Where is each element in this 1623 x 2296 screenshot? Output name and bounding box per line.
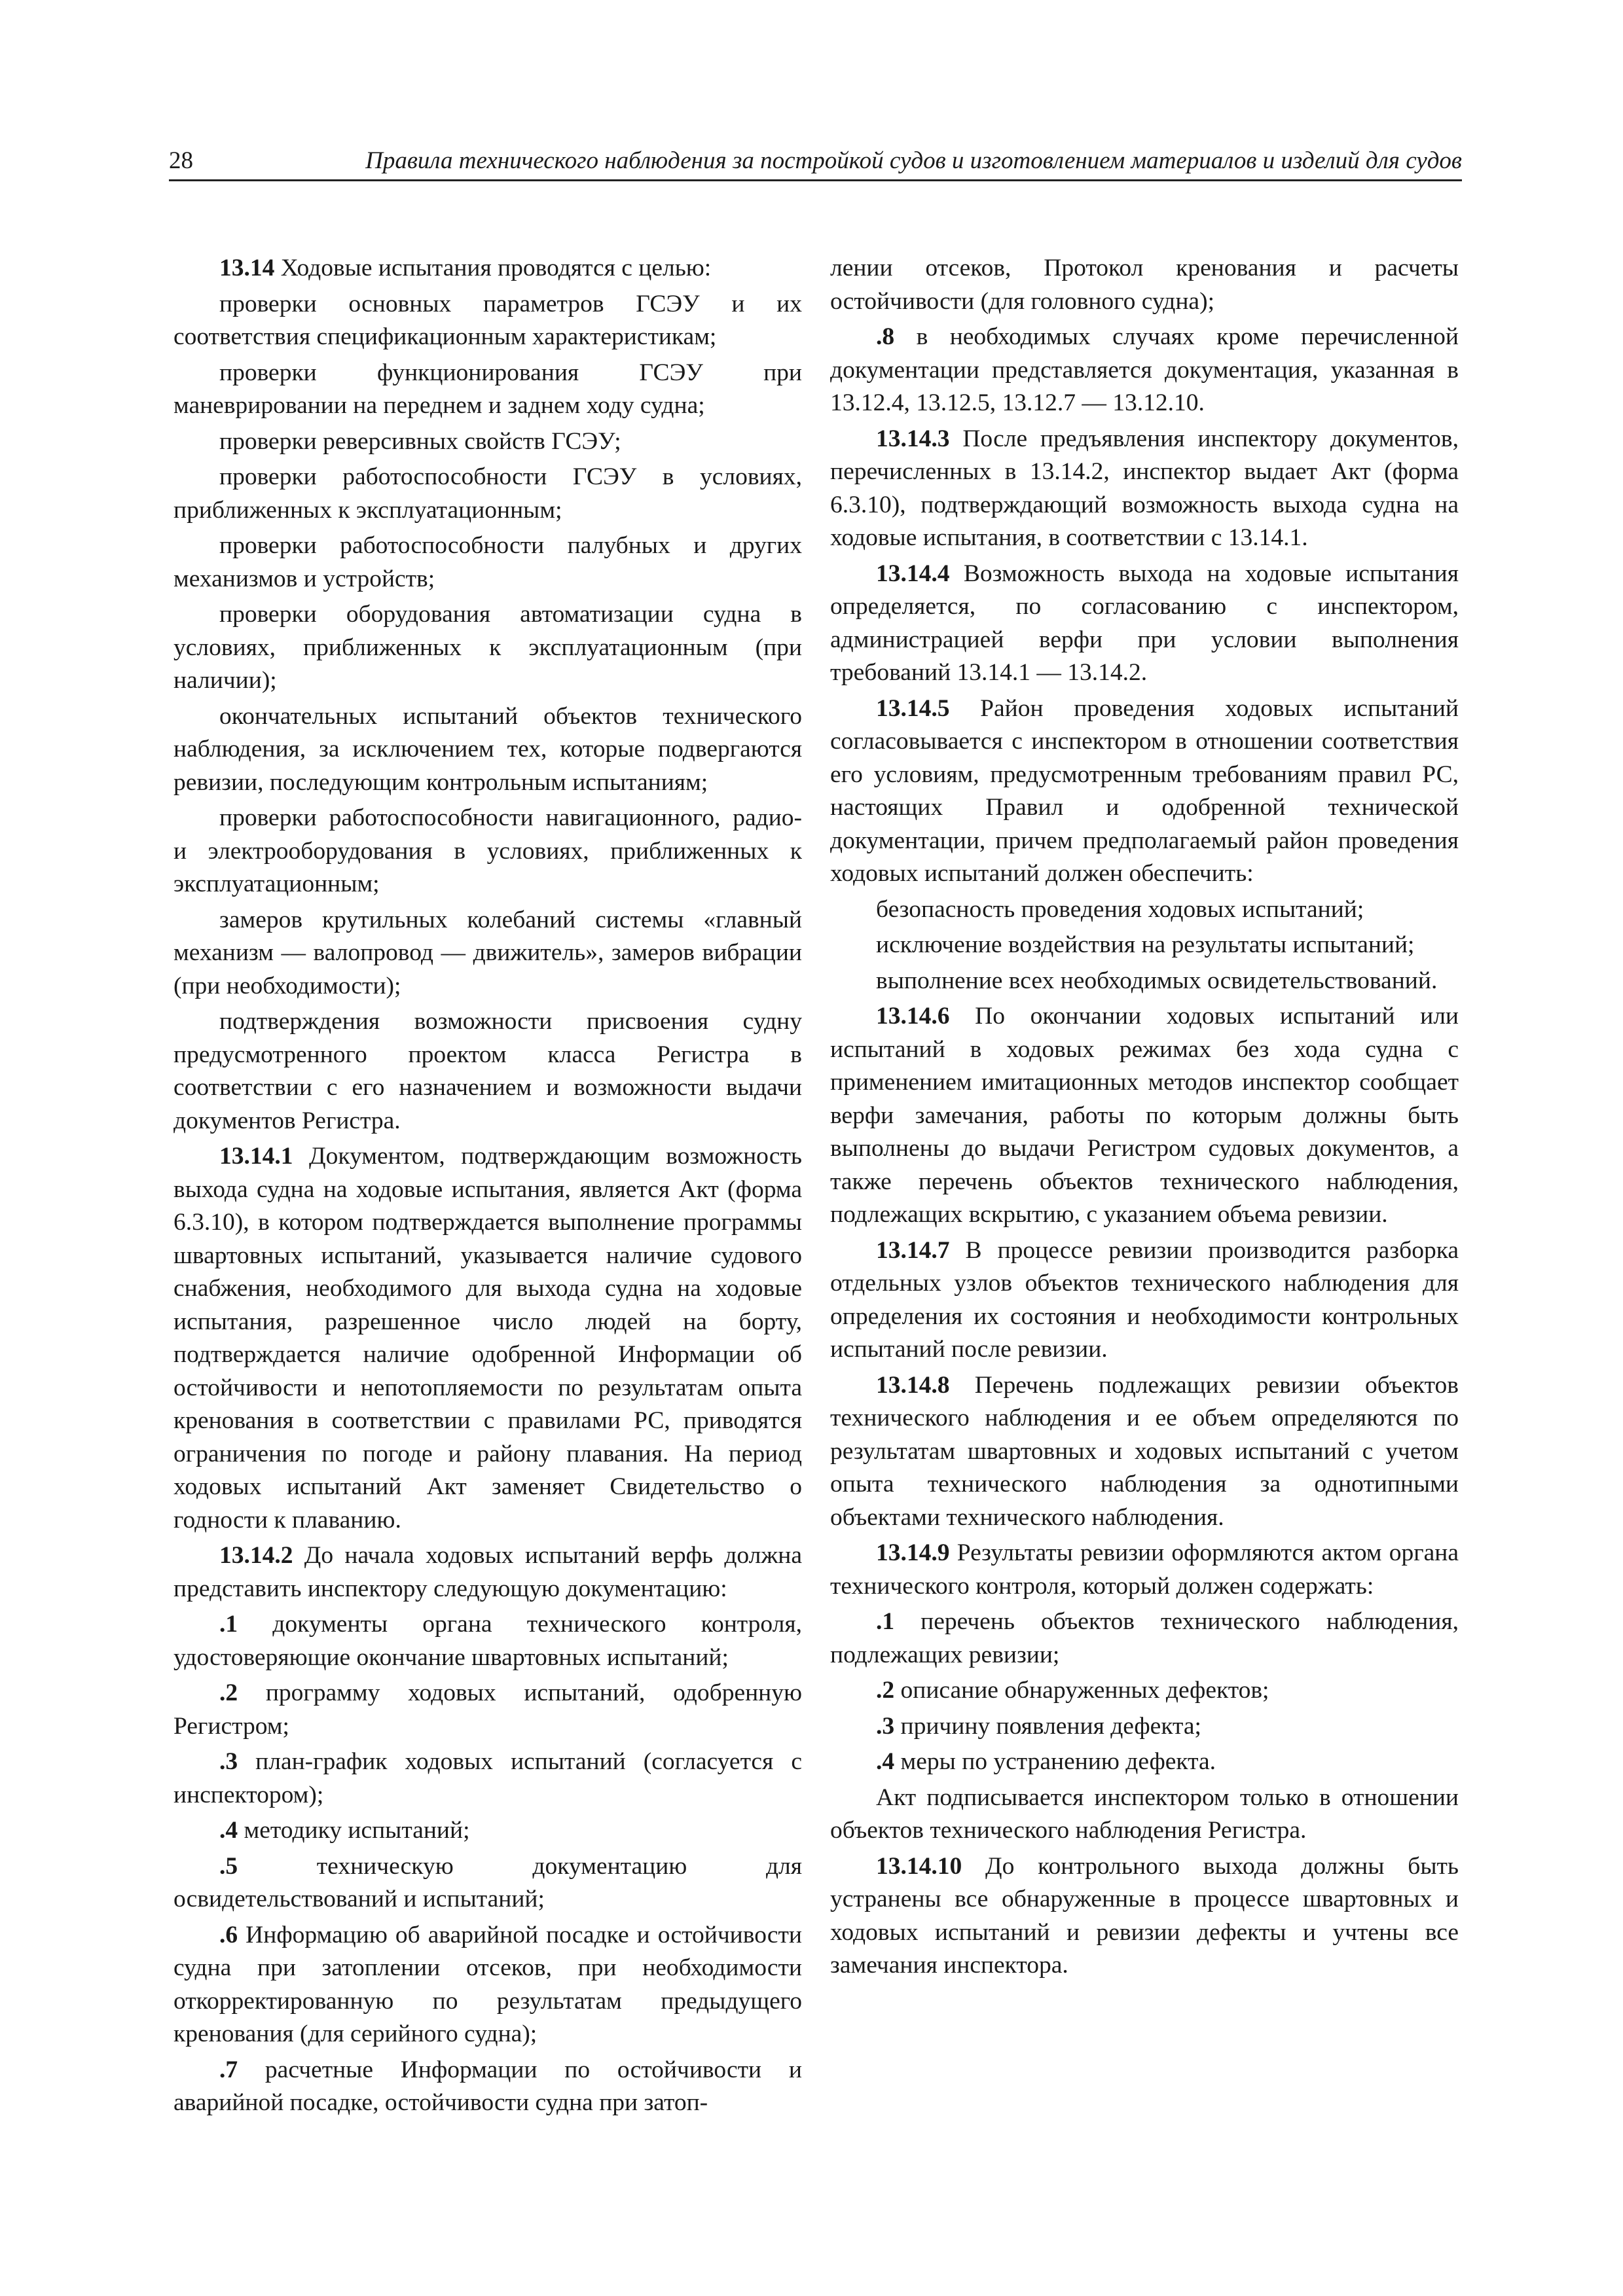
paragraph xyxy=(173,357,802,423)
clause-number: 13.14.9 xyxy=(876,1539,950,1566)
paragraph xyxy=(830,893,1459,927)
continued-paragraph: лении отсеков, Протокол кренования и расчеты остойчивости (для головного судна); xyxy=(830,255,1459,315)
numbered-paragraph xyxy=(830,558,1459,690)
paragraph-text: перечень объектов технического наблюдения, подлежащих ревизии; xyxy=(830,1608,1459,1668)
paragraph-text: план-график ходовых испытаний (согласуется с инспектором); xyxy=(173,1748,802,1808)
paragraph-text: проверки реверсивных свойств ГСЭУ; xyxy=(219,427,621,455)
paragraph-text: До начала ходовых испытаний верфь должна представить инспектору следующую документацию: xyxy=(173,1542,802,1602)
numbered-paragraph xyxy=(173,2054,802,2120)
paragraph xyxy=(173,529,802,596)
numbered-paragraph xyxy=(830,1674,1459,1708)
running-title: Правила технического наблюдения за постройкой судов и изготовлением материалов и изделий для судов xyxy=(365,147,1462,174)
paragraph-text: Перечень подлежащих ревизии объектов технического наблюдения и ее объем определяются по результатам швартовных и ходовых испытаний с учетом опыта технического наблюдения за однотипными объектами технического наблюдения. xyxy=(830,1371,1459,1531)
clause-number: 13.14.1 xyxy=(219,1143,293,1170)
clause-number: 13.14.3 xyxy=(876,425,950,452)
paragraph-text: документы органа технического контроля, удостоверяющие окончание швартовных испытаний; xyxy=(173,1611,802,1671)
clause-number: .4 xyxy=(876,1748,895,1775)
paragraph xyxy=(173,598,802,698)
clause-number: .1 xyxy=(876,1608,895,1635)
clause-number: .3 xyxy=(876,1712,895,1740)
numbered-paragraph xyxy=(173,1919,802,2051)
paragraph-text: проверки основных параметров ГСЭУ и их соответствия спецификационным характеристикам; xyxy=(173,290,802,350)
paragraph-text: меры по устранению дефекта. xyxy=(894,1748,1216,1775)
numbered-paragraph xyxy=(173,1677,802,1743)
paragraph-text: проверки оборудования автоматизации судна в условиях, приближенных к эксплуатационным (при наличии); xyxy=(173,601,802,694)
paragraph-text: замеров крутильных колебаний системы «главный механизм — валопровод — движитель», замеров вибрации (при необходимости); xyxy=(173,906,802,999)
paragraph-text: Информацию об аварийной посадке и остойчивости судна при затоплении отсеков, при необходимости откорректированную по результатам предыдущего кренования (для серийного судна); xyxy=(173,1921,802,2047)
paragraph-text: проверки работоспособности ГСЭУ в условиях, приближенных к эксплуатационным; xyxy=(173,463,802,524)
clause-number: .6 xyxy=(219,1921,238,1948)
numbered-paragraph xyxy=(830,692,1459,891)
numbered-paragraph xyxy=(173,1140,802,1537)
paragraph-text: методику испытаний; xyxy=(238,1817,470,1844)
paragraph-text: В процессе ревизии производится разборка отдельных узлов объектов технического наблюдения для определения их состояния и необходимости контрольных испытаний после ревизии. xyxy=(830,1236,1459,1363)
paragraph-text: безопасность проведения ходовых испытаний; xyxy=(876,895,1364,923)
paragraph-text: Документом, подтверждающим возможность выхода судна на ходовые испытания, является Акт (форма 6.3.10), в котором подтверждается выполнение программы швартовных испытаний, указывается наличие судового снабжения, необходимого для выхода судна на ходовые испытания, разрешенное число людей на борту, подтверждается наличие одобренной Информации об остойчивости и непотопляемости по результатам опыта кренования в соответствии с правилами РС, приводятся ограничения по погоде и району плавания. На период ходовых испытаний Акт заменяет Свидетельство о годности к плаванию. xyxy=(173,1143,802,1534)
numbered-paragraph xyxy=(830,321,1459,420)
paragraph-text: Ходовые испытания проводятся с целью: xyxy=(274,255,712,281)
paragraph xyxy=(173,1005,802,1138)
numbered-paragraph xyxy=(830,1746,1459,1779)
clause-number: .4 xyxy=(219,1817,238,1844)
clause-number: .2 xyxy=(219,1679,238,1706)
paragraph-text: проверки функционирования ГСЭУ при маневрировании на переднем и заднем ходу судна; xyxy=(173,359,802,419)
numbered-paragraph xyxy=(830,1369,1459,1535)
clause-number: .5 xyxy=(219,1852,238,1880)
numbered-paragraph xyxy=(830,1234,1459,1367)
paragraph-text: исключение воздействия на результаты испытаний; xyxy=(876,931,1415,958)
clause-number: 13.14.7 xyxy=(876,1236,950,1264)
paragraph xyxy=(173,288,802,354)
paragraph-text: Возможность выхода на ходовые испытания определяется, по согласованию с инспектором, администрацией верфи при условии выполнения требований 13.14.1 — 13.14.2. xyxy=(830,560,1459,686)
numbered-paragraph xyxy=(173,1746,802,1812)
page-number: 28 xyxy=(169,147,193,174)
paragraph xyxy=(173,904,802,1003)
numbered-paragraph xyxy=(830,1537,1459,1603)
numbered-paragraph xyxy=(173,1539,802,1605)
clause-number: 13.14.6 xyxy=(876,1003,950,1030)
paragraph-text: По окончании ходовых испытаний или испытаний в ходовых режимах без хода судна с применением имитационных методов инспектор сообщает верфи замечания, работы по которым должны быть выполнены до выдачи Регистром судовых документов, а также перечень объектов технического наблюдения, подлежащих вскрытию, с указанием объема ревизии. xyxy=(830,1003,1459,1228)
paragraph-text: подтверждения возможности присвоения судну предусмотренного проектом класса Регистра в соответствии с его назначением и возможности выдачи документов Регистра. xyxy=(173,1008,802,1134)
paragraph-text: описание обнаруженных дефектов; xyxy=(894,1677,1269,1704)
clause-number: 13.14.8 xyxy=(876,1371,950,1399)
numbered-paragraph xyxy=(173,252,802,285)
numbered-paragraph xyxy=(830,423,1459,555)
paragraph-text: После предъявления инспектору документов, перечисленных в 13.14.2, инспектор выдает Акт (форма 6.3.10), подтверждающий возможность выхода судна на ходовые испытания, в соответствии с 13.14.1. xyxy=(830,425,1459,551)
paragraph xyxy=(173,461,802,527)
paragraph-text: в необходимых случаях кроме перечисленной документации представляется документация, указанная в 13.12.4, 13.12.5, 13.12.7 — 13.12.10. xyxy=(830,323,1459,416)
paragraph-text: окончательных испытаний объектов технического наблюдения, за исключением тех, которые подвергаются ревизии, последующим контрольным испытаниям; xyxy=(173,702,802,796)
paragraph-text: Результаты ревизии оформляются актом органа технического контроля, который должен содержать: xyxy=(830,1539,1459,1600)
paragraph-text: выполнение всех необходимых освидетельствований. xyxy=(876,967,1438,994)
paragraph xyxy=(830,1782,1459,1848)
clause-number: 13.14.5 xyxy=(876,694,950,722)
clause-number: 13.14.2 xyxy=(219,1542,293,1569)
numbered-paragraph xyxy=(173,1850,802,1916)
paragraph-text: Район проведения ходовых испытаний согласовывается с инспектором в отношении соответствия его условиям, предусмотренным требованиям правил РС, настоящих Правил и одобренной технической документации, причем предполагаемый район проведения ходовых испытаний должен обеспечить: xyxy=(830,694,1459,887)
clause-number: .8 xyxy=(876,323,895,350)
numbered-paragraph xyxy=(173,1608,802,1674)
paragraph-text: расчетные Информации по остойчивости и аварийной посадке, остойчивости судна при затоп- xyxy=(173,2056,802,2116)
paragraph xyxy=(173,700,802,800)
clause-number: .7 xyxy=(219,2056,238,2083)
paragraph-text: причину появления дефекта; xyxy=(894,1712,1201,1740)
clause-number: 13.14.10 xyxy=(876,1852,962,1880)
clause-number: .2 xyxy=(876,1677,895,1704)
numbered-paragraph xyxy=(830,1605,1459,1672)
left-column xyxy=(173,252,802,2123)
running-header xyxy=(169,143,1462,181)
clause-number: .3 xyxy=(219,1748,238,1775)
clause-number: 13.14 xyxy=(219,255,275,281)
numbered-paragraph xyxy=(830,1000,1459,1232)
paragraph-text: программу ходовых испытаний, одобренную Регистром; xyxy=(173,1679,802,1740)
numbered-paragraph xyxy=(173,1814,802,1848)
numbered-paragraph xyxy=(830,1710,1459,1744)
paragraph-text: До контрольного выхода должны быть устранены все обнаруженные в процессе швартовных и ходовых испытаний и ревизии дефекты и учтены все замечания инспектора. xyxy=(830,1852,1459,1979)
clause-number: .1 xyxy=(219,1611,238,1638)
right-column xyxy=(830,252,1459,1985)
numbered-paragraph xyxy=(830,1850,1459,1982)
paragraph xyxy=(830,965,1459,998)
paragraph-text: техническую документацию для освидетельствований и испытаний; xyxy=(173,1852,802,1912)
paragraph-text: Акт подписывается инспектором только в отношении объектов технического наблюдения Регистра. xyxy=(830,1784,1459,1844)
clause-number: 13.14.4 xyxy=(876,560,950,587)
paragraph xyxy=(173,802,802,901)
paragraph-text: проверки работоспособности палубных и других механизмов и устройств; xyxy=(173,532,802,592)
paragraph xyxy=(830,929,1459,962)
paragraph xyxy=(173,425,802,459)
paragraph-text: проверки работоспособности навигационного, радио- и электрооборудования в условиях, приближенных к эксплуатационным; xyxy=(173,804,802,897)
